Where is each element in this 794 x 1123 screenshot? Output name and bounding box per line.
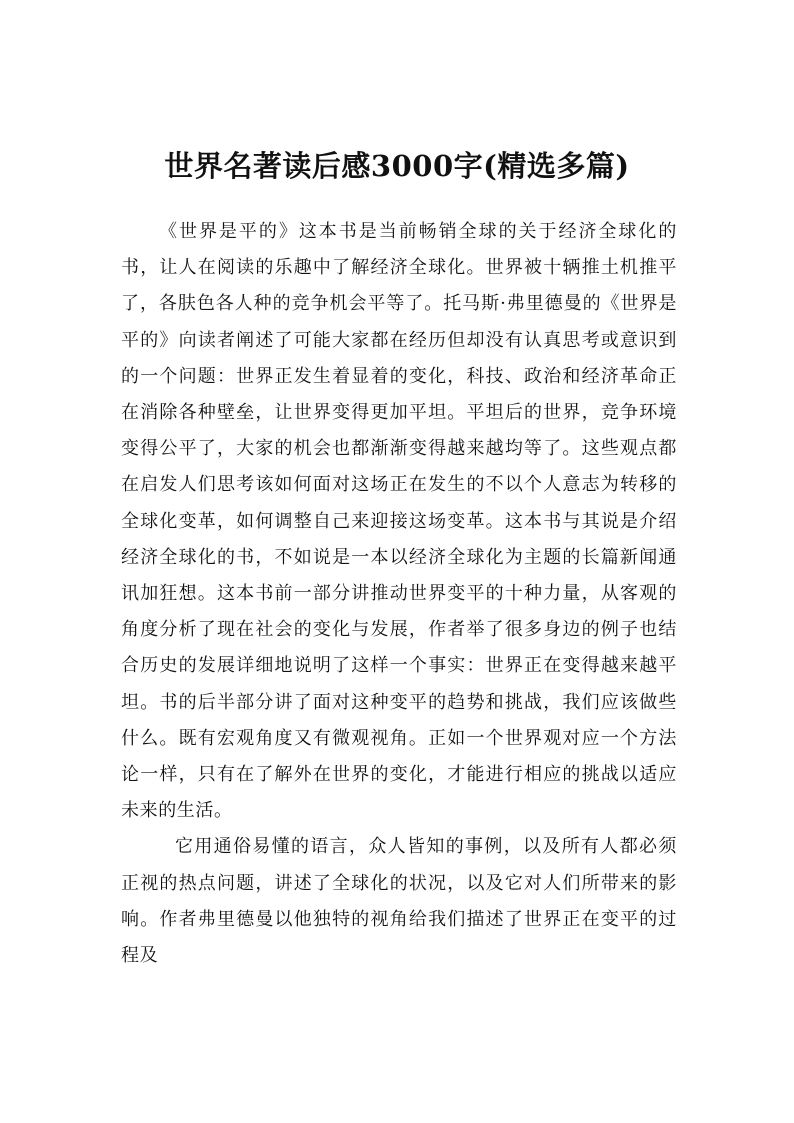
paragraph: 它用通俗易懂的语言，众人皆知的事例，以及所有人都必须正视的热点问题，讲述了全球化的状况，以及它对人们所带来的影响。作者弗里德曼以他独特的视角给我们描述了世界正在变平的过程及 [121, 836, 677, 967]
document-body [121, 214, 677, 974]
document-title: 世界名著读后感3000字(精选多篇) [164, 149, 630, 183]
paragraph: 《世界是平的》这本书是当前畅销全球的关于经济全球化的书，让人在阅读的乐趣中了解经济全球化。世界被十辆推土机推平了，各肤色各人种的竞争机会平等了。托马斯·弗里德曼的《世界是平的》向读者阐述了可能大家都在经历但却没有认真思考或意识到的一个问题：世界正发生着显着的变化，科技、政治和经济革命正在消除各种壁垒，让世界变得更加平坦。平坦后的世界，竞争环境变得公平了，大家的机会也都渐渐变得越来越均等了。这些观点都在启发人们思考该如何面对这场正在发生的不以个人意志为转移的全球化变革，如何调整自己来迎接这场变革。这本书与其说是介绍经济全球化的书，不如说是一本以经济全球化为主题的长篇新闻通讯加狂想。这本书前一部分讲推动世界变平的十种力量，从客观的角度分析了现在社会的变化与发展，作者举了很多身边的例子也结合历史的发展详细地说明了这样一个事实：世界正在变得越来越平坦。书的后半部分讲了面对这种变平的趋势和挑战，我们应该做些什么。既有宏观角度又有微观视角。正如一个世界观对应一个方法论一样，只有在了解外在世界的变化，才能进行相应的挑战以适应未来的生活。 [121, 221, 677, 822]
